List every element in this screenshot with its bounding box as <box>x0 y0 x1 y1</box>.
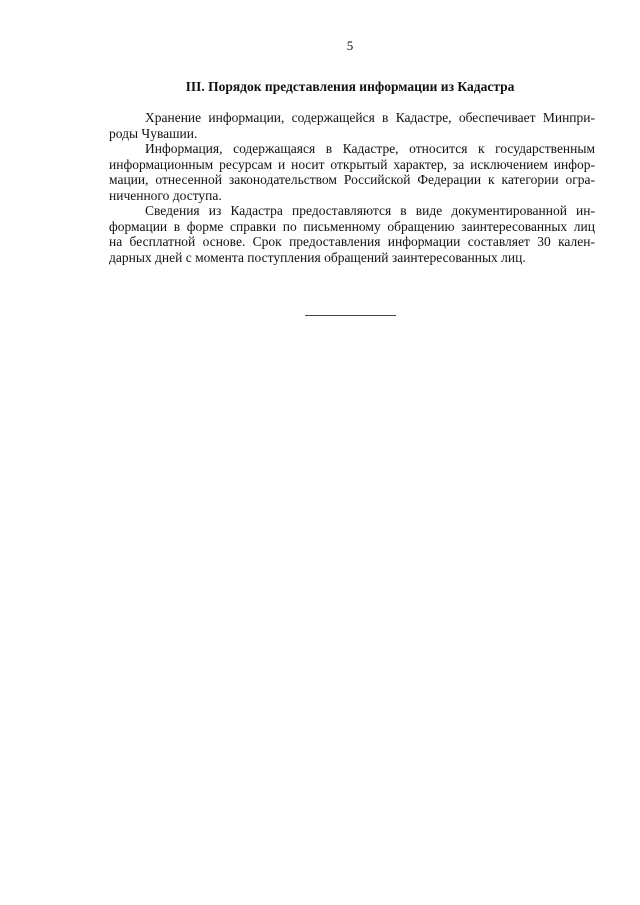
paragraph-line: Сведения из Кадастра предоставляются в виде документированной ин- <box>145 203 595 218</box>
page-number: 5 <box>346 38 354 53</box>
end-of-document-rule <box>305 315 396 316</box>
paragraph-line: информационным ресурсам и носит открытый характер, за исключением инфор- <box>109 156 595 172</box>
paragraph-line: дарных дней с момента поступления обращений заинтересованных лиц. <box>109 249 526 265</box>
paragraph-line: мации, отнесенной законодательством Российской Федерации к категории огра- <box>109 172 595 187</box>
paragraph-line: Информация, содержащаяся в Кадастре, относится к государственным <box>145 141 595 156</box>
paragraph-open-access <box>109 141 595 203</box>
section-body <box>109 110 595 265</box>
paragraph-line: ниченного доступа. <box>109 187 222 203</box>
paragraph-provision-terms <box>109 203 595 265</box>
section-title: III. Порядок представления информации из Кадастра <box>185 79 515 94</box>
paragraph-line: роды Чувашии. <box>109 125 198 141</box>
paragraph-line: Хранение информации, содержащейся в Кадастре, обеспечивает Минпри- <box>145 110 595 125</box>
paragraph-line: формации в форме справки по письменному обращению заинтересованных лиц <box>109 218 595 234</box>
paragraph-line: на бесплатной основе. Срок предоставления информации составляет 30 кален- <box>109 234 595 249</box>
paragraph-storage <box>109 110 595 141</box>
